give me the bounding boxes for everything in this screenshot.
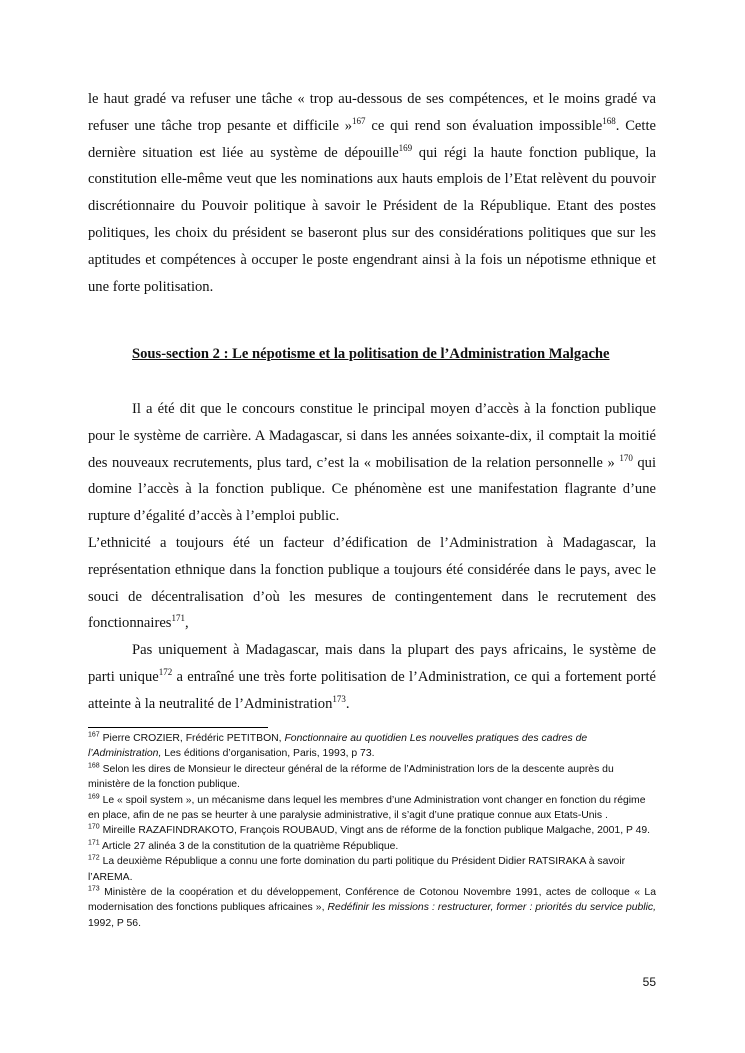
paragraph-text: Il a été dit que le concours constitue le principal moyen d’accès à la fonction publique pour le système de carrière. A Madagascar, si dans les années soixante-dix, il comptait la moitié des nouveaux recrutements, plus tard, c’est la « mobilisation de la relation personnelle »: [88, 401, 656, 471]
footnote-172: [88, 854, 656, 885]
footnote-text: Le « spoil system », un mécanisme dans lequel les membres d’une Administration vont changer en fonction du régime en place, afin de ne pas se heurter à une paralysie administrative, il s’agit d’une pratique connue aux Etats-Unis .: [88, 794, 646, 822]
footnotes: [88, 731, 656, 931]
footnote-ref[interactable]: 173: [332, 693, 346, 704]
footnote-text: Selon les dires de Monsieur le directeur général de la réforme de l’Administration lors de la descente auprès du ministère de la fonction publique.: [88, 763, 614, 791]
footnote-ref[interactable]: 171: [171, 613, 185, 624]
paragraph-2: [88, 396, 656, 530]
footnote-text: Mireille RAZAFINDRAKOTO, François ROUBAUD, Vingt ans de réforme de la fonction publique Malgache, 2001, P 49.: [99, 825, 651, 837]
footnote-ref[interactable]: 172: [158, 667, 173, 678]
footnote-text: Pierre CROZIER, Frédéric PETITBON,: [99, 733, 285, 744]
page-number: 55: [642, 975, 656, 989]
footnote-167: [88, 731, 656, 762]
footnote-text: Ministère de la coopération et du développement, Conférence de Cotonou Novembre 1991, actes de colloque « La modernisation des fonctions publiques africaines »,: [88, 887, 656, 914]
paragraph-text: ,: [184, 615, 189, 632]
footnote-number: 173: [88, 885, 100, 893]
footnote-number: 170: [88, 823, 100, 831]
footnote-number: 168: [88, 762, 100, 770]
paragraph-text: Pas uniquement à Madagascar, mais dans la plupart des pays africains, le système de parti unique: [88, 642, 656, 685]
footnote-separator: [88, 727, 268, 728]
paragraph-text: .: [345, 695, 350, 712]
footnote-ref[interactable]: 167: [352, 115, 366, 126]
footnote-text: La deuxième République a connu une forte domination du parti politique du Président Didier RATSIRAKA à savoir l’AREMA.: [88, 856, 626, 883]
footnote-number: 169: [88, 793, 100, 801]
footnote-168: [88, 762, 656, 793]
footnote-number: 167: [88, 731, 100, 739]
footnote-title: Redéfinir les missions : restructurer, former : priorités du service public,: [327, 902, 656, 914]
footnote-ref[interactable]: 170: [619, 452, 633, 463]
paragraph-text: qui domine l’accès à la fonction publique. Ce phénomène est une manifestation flagrante d’une rupture d’égalité d’accès à l’emploi public.: [88, 454, 657, 525]
paragraph-text: a entraîné une très forte politisation de l’Administration, ce qui a fortement porté atteinte à la neutralité de l’Administration: [88, 668, 656, 712]
paragraph-text: L’ethnicité a toujours été un facteur d’édification de l’Administration à Madagascar, la représentation ethnique dans la fonction publique a toujours été considérée dans le pays, avec le souci de décentralisation d’où les mesures de contingentement dans le recrutement des fonctionnaires: [88, 534, 656, 632]
paragraph-1: [88, 86, 656, 300]
footnote-ref[interactable]: 169: [398, 142, 413, 153]
paragraph-4: [88, 637, 656, 717]
paragraph-3: [88, 530, 656, 637]
footnote-173: [88, 885, 656, 931]
footnote-number: 171: [88, 839, 100, 847]
body-paragraphs: [88, 396, 656, 718]
footnote-ref[interactable]: 168: [602, 115, 616, 126]
footnote-text: 1992, P 56.: [88, 917, 141, 929]
footnote-number: 172: [88, 854, 100, 862]
footnote-171: [88, 839, 656, 854]
section-heading: Sous-section 2 : Le népotisme et la politisation de l’Administration Malgache: [132, 346, 610, 362]
paragraph-text: qui régi la haute fonction publique, la constitution elle-même veut que les nominations aux hauts emplois de l’Etat relèvent du pouvoir discrétionnaire du Pouvoir politique à savoir le Président de la République. Etant des postes politiques, les choix du président se baseront plus sur des considérations politiques que sur les aptitudes et compétences à occuper le poste engendrant ainsi à la fois un népotisme ethnique et une forte politisation.: [88, 144, 656, 295]
footnote-title: Fonctionnaire au quotidien Les nouvelles pratiques des cadres de l’Administration,: [88, 733, 588, 760]
paragraph-text: le haut gradé va refuser une tâche « trop au-dessous de ses compétences, et le moins gradé va refuser une tâche trop pesante et difficile »: [88, 91, 656, 134]
paragraph-text: . Cette dernière situation est liée au système de dépouille: [88, 117, 656, 161]
footnote-170: [88, 823, 656, 838]
footnote-169: [88, 793, 656, 824]
footnote-text: Article 27 alinéa 3 de la constitution de la quatrième République.: [99, 840, 399, 852]
paragraph-text: ce qui rend son évaluation impossible: [365, 117, 603, 134]
footnote-text: Les éditions d’organisation, Paris, 1993, p 73.: [161, 748, 375, 760]
